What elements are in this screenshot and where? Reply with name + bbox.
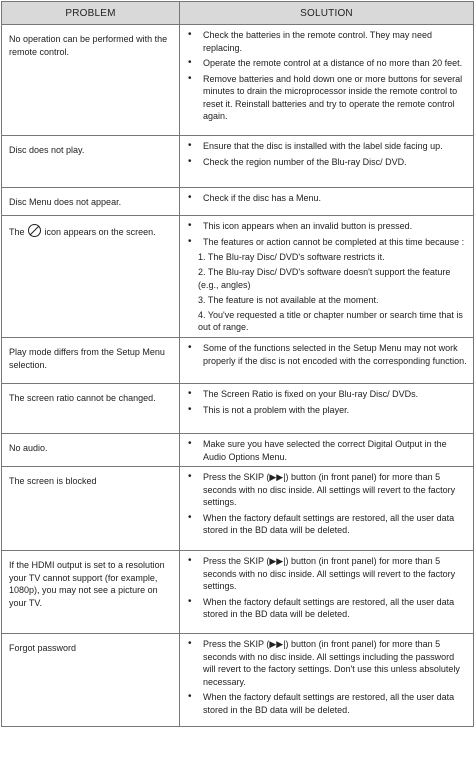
solution-item: • Some of the functions selected in the Setup Menu may not work properly if the disc is not encoded with the corresponding function. [188,342,467,367]
solution-item: • Check the batteries in the remote control. They may need replacing. [188,29,467,54]
table-row [2,188,474,216]
problem-cell: Disc does not play. [2,136,180,188]
solution-item: • When the factory default settings are restored, all the user data stored in the BD data will be deleted. [188,596,467,621]
troubleshooting-table [1,1,474,727]
solution-item: • Make sure you have selected the correct Digital Output in the Audio Options Menu. [188,438,467,463]
table-row [2,25,474,136]
solution-cell [180,338,474,384]
solution-cell [180,188,474,216]
solution-cell [180,551,474,634]
prohibited-circle-icon [28,224,41,237]
solution-item: • Press the SKIP (▶▶|) button (in front panel) for more than 5 seconds with no disc inside. All settings including the password will revert to the factory settings. Don't use this unless absolutely necessary. [188,638,467,688]
problem-column-header: PROBLEM [2,2,180,25]
solution-item: • The features or action cannot be completed at this time because : [188,236,467,249]
table-row [2,634,474,727]
solution-item: • Check if the disc has a Menu. [188,192,467,205]
solution-item: • This icon appears when an invalid button is pressed. [188,220,467,233]
numbered-item: 1. The Blu-ray Disc/ DVD's software restricts it. [198,252,385,262]
table-row [2,216,474,338]
problem-text-before: The [9,227,25,237]
problem-cell: No operation can be performed with the remote control. [2,25,180,136]
table-row [2,338,474,384]
problem-text-after: icon appears on the screen. [44,227,156,237]
solution-cell [180,634,474,727]
solution-item: • When the factory default settings are restored, all the user data stored in the BD data will be deleted. [188,691,467,716]
table-header-row [2,2,474,25]
solution-item: • Check the region number of the Blu-ray Disc/ DVD. [188,156,467,169]
solution-item: • The Screen Ratio is fixed on your Blu-ray Disc/ DVDs. [188,388,467,401]
problem-cell: If the HDMI output is set to a resolution your TV cannot support (for example, 1080p), you may not see a picture on your TV. [2,551,180,634]
solution-cell [180,384,474,434]
problem-cell: No audio. [2,434,180,467]
table-row [2,551,474,634]
problem-cell: Disc Menu does not appear. [2,188,180,216]
solution-cell [180,25,474,136]
numbered-item: 4. You've requested a title or chapter number or search time that is out of range. [198,309,463,332]
solution-item: • When the factory default settings are restored, all the user data stored in the BD data will be deleted. [188,512,467,537]
solution-item: • This is not a problem with the player. [188,404,467,417]
numbered-item: 2. The Blu-ray Disc/ DVD's software doesn't support the feature (e.g., angles) [198,267,451,290]
solution-item: • Ensure that the disc is installed with the label side facing up. [188,140,467,153]
problem-cell: Forgot password [2,634,180,727]
table-row [2,384,474,434]
solution-cell [180,434,474,467]
solution-item: • Press the SKIP (▶▶|) button (in front panel) for more than 5 seconds with no disc inside. All settings will revert to the factory settings. [188,555,467,593]
problem-cell: Play mode differs from the Setup Menu selection. [2,338,180,384]
solution-column-header: SOLUTION [180,2,474,25]
solution-item: • Press the SKIP (▶▶|) button (in front panel) for more than 5 seconds with no disc inside. All settings will revert to the factory settings. [188,471,467,509]
problem-cell: The screen is blocked [2,467,180,551]
solution-cell [180,136,474,188]
table-row [2,434,474,467]
problem-cell [2,216,180,338]
table-row [2,467,474,551]
solution-item: • Remove batteries and hold down one or more buttons for several minutes to drain the microprocessor inside the remote control to reset it. Reinstall batteries and try to operate the remote control again. [188,73,467,123]
numbered-item: 3. The feature is not available at the moment. [198,294,379,305]
solution-cell [180,216,474,338]
solution-item: • Operate the remote control at a distance of no more than 20 feet. [188,57,467,70]
table-row [2,136,474,188]
solution-cell [180,467,474,551]
problem-cell: The screen ratio cannot be changed. [2,384,180,434]
